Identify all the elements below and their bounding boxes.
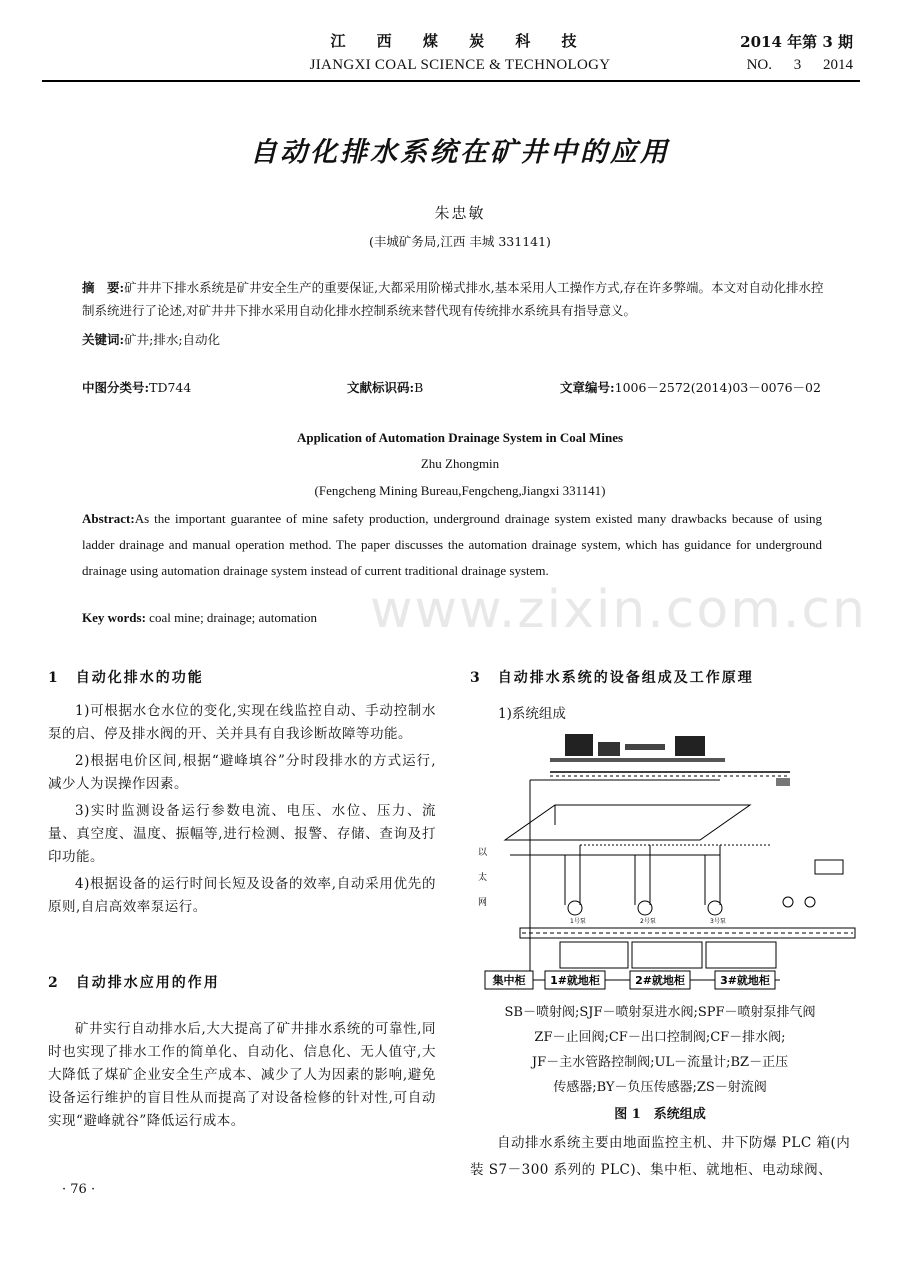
ejector-pump-icon <box>783 897 793 907</box>
cabinet-info-box <box>560 942 628 968</box>
english-keywords-text: coal mine; drainage; automation <box>149 610 318 625</box>
abstract-label: 摘 要: <box>82 280 125 295</box>
cabinet-info-box <box>706 942 776 968</box>
local-cabinet-label: 3#就地柜 <box>720 974 770 987</box>
abstract-text: 矿井井下排水系统是矿井安全生产的重要保证,大都采用阶梯式排水,基本采用人工操作方式,存在许多弊端。本文对自动化排水控制系统进行了论述,对矿井井下排水采用自动化排水控制系统来替代现有传统排水系统具有指导意义。 <box>82 280 824 318</box>
legend-line: ZF－止回阀;CF－出口控制阀;CF－排水阀; <box>534 1030 786 1045</box>
page-number: · 76 · <box>62 1182 96 1197</box>
article-number <box>560 378 821 396</box>
cabinet-info-box <box>632 942 702 968</box>
english-title: Application of Automation Drainage System in Coal Mines <box>296 430 624 445</box>
ethernet-label-char: 网 <box>478 898 488 908</box>
english-abstract-text: As the important guarantee of mine safety production, underground drainage system existed many drawbacks because of using ladder drainage and manual operation method. The paper discusses the automation drainage system, which has guidance for underground drainage using automation drainage system instead of current traditional drainage system. <box>82 511 822 578</box>
journal-name-cn: 江 西 煤 炭 科 技 <box>330 32 590 50</box>
monitor-host-icon <box>565 734 593 756</box>
pump-label: 3号泵 <box>710 918 726 925</box>
function-item: 2)根据电价区间,根据“避峰填谷”分时段排水的方式运行,减少人为误操作因素。 <box>48 753 436 792</box>
issue-en: NO. 3 2014 <box>746 57 853 73</box>
main-pipe <box>505 805 750 840</box>
section-2-body <box>48 1018 436 1137</box>
ethernet-label-char: 以 <box>478 848 488 858</box>
function-item: 1)可根据水仓水位的变化,实现在线监控自动、手动控制水泵的启、停及排水阀的开、关并具有自我诊断故障等功能。 <box>48 703 436 742</box>
function-item: 4)根据设备的运行时间长短及设备的效率,自动采用优先的原则,自启高效率泵运行。 <box>48 876 436 915</box>
label-bar <box>625 744 665 750</box>
pump-label: 1号泵 <box>570 918 586 925</box>
legend-line: 传感器;BY－负压传感器;ZS－射流阀 <box>553 1080 767 1095</box>
section-3-heading: 3 自动排水系统的设备组成及工作原理 <box>470 670 754 686</box>
abstract-cn <box>82 276 832 322</box>
legend-line: SB－喷射阀;SJF－喷射泵进水阀;SPF－喷射泵排气阀 <box>504 1005 816 1020</box>
ground-tag <box>776 778 790 786</box>
pump-label: 2号泵 <box>640 918 656 925</box>
ejector-pump-icon <box>805 897 815 907</box>
section-2-heading: 2 自动排水应用的作用 <box>48 975 220 991</box>
function-item: 3)实时监测设备运行参数电流、电压、水位、压力、流量、真空度、温度、振幅等,进行检测、报警、存储、查询及打印功能。 <box>48 803 436 865</box>
issue-cn: 2014 年第 3 期 <box>740 33 853 51</box>
doc-code-label: 文献标识码: <box>347 380 415 395</box>
subsection-heading: 1)系统组成 <box>498 706 566 722</box>
pump-icon <box>708 901 722 915</box>
section-3-paragraph: 自动排水系统主要由地面监控主机、井下防爆 PLC 箱(内装 S7－300 系列的 PLC)、集中柜、就地柜、电动球阀、 <box>470 1135 851 1178</box>
journal-name-en: JIANGXI COAL SCIENCE & TECHNOLOGY <box>309 57 611 73</box>
ejector-box <box>815 860 843 874</box>
figure-caption: 图 1 系统组成 <box>614 1107 706 1122</box>
header-rule <box>42 80 860 82</box>
central-cabinet-label: 集中柜 <box>492 974 526 987</box>
clc-label: 中图分类号: <box>82 380 150 395</box>
section-2-text: 矿井实行自动排水后,大大提高了矿井排水系统的可靠性,同时也实现了排水工作的简单化、自动化、信息化、无人值守,大大降低了煤矿企业安全生产成本、减少了人为因素的影响,避免设备运行维护的盲目性从而提高了对设备检修的针对性,可自动实现“避峰就谷”降低运行成本。 <box>48 1021 436 1129</box>
section-3-text <box>470 1130 858 1184</box>
english-abstract-label: Abstract: <box>82 511 135 526</box>
local-cabinet-label: 1#就地柜 <box>550 974 600 987</box>
section-1-heading: 1 自动化排水的功能 <box>48 670 204 686</box>
local-cabinet-label: 2#就地柜 <box>635 974 685 987</box>
affiliation: (丰城矿务局,江西 丰城 331141) <box>369 234 551 249</box>
article-no-label: 文章编号: <box>560 380 615 395</box>
server-icon <box>675 736 705 756</box>
keywords-text: 矿井;排水;自动化 <box>124 332 221 347</box>
printer-icon <box>598 742 620 756</box>
article-no-value: 1006－2572(2014)03－0076－02 <box>614 380 821 395</box>
control-desk <box>550 758 725 762</box>
pump-icon <box>638 901 652 915</box>
section-1-body <box>48 700 436 923</box>
article-title: 自动化排水系统在矿井中的应用 <box>250 137 670 168</box>
keywords-cn <box>82 328 832 351</box>
keywords-label: 关键词: <box>82 332 125 347</box>
english-abstract <box>82 506 822 584</box>
clc-number <box>82 378 191 396</box>
system-diagram <box>470 730 870 1002</box>
author: 朱忠敏 <box>434 204 486 222</box>
ethernet-label-char: 太 <box>478 873 488 883</box>
english-affiliation: (Fengcheng Mining Bureau,Fengcheng,Jiangxi 331141) <box>314 483 606 498</box>
pump-icon <box>568 901 582 915</box>
clc-value: TD744 <box>149 380 192 395</box>
watermark: www.zixin.com.cn <box>370 580 867 640</box>
english-author: Zhu Zhongmin <box>420 456 500 471</box>
document-code <box>347 378 423 396</box>
legend-line: JF－主水管路控制阀;UL－流量计;BZ－正压 <box>531 1055 789 1070</box>
english-keywords-label: Key words: <box>82 610 146 625</box>
doc-code-value: B <box>414 380 424 395</box>
